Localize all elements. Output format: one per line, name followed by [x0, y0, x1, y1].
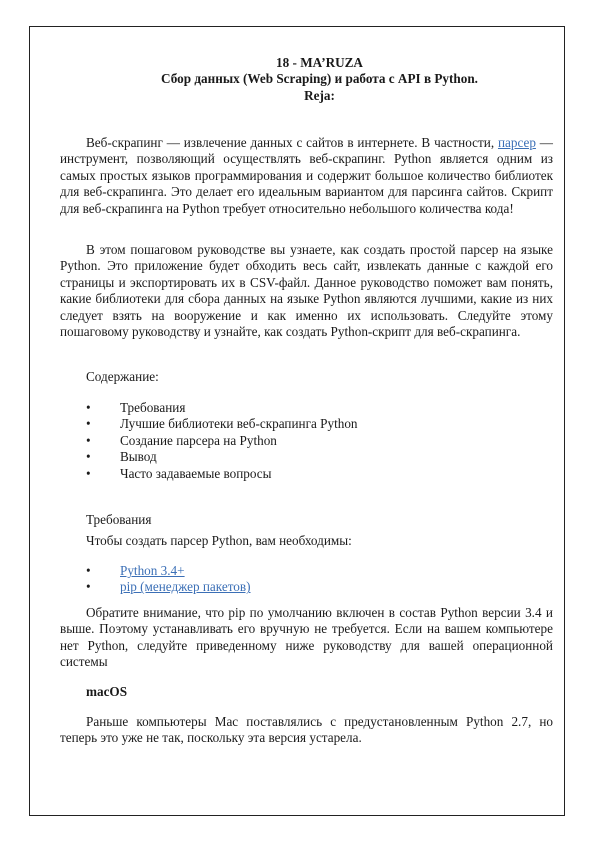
intro-paragraph — [60, 135, 553, 217]
intro-text-1: Веб-скрапинг — извлечение данных с сайтов в интернете. В частности, — [86, 135, 498, 150]
guide-paragraph: В этом пошаговом руководстве вы узнаете, как создать простой парсер на языке Python. Это приложение будет обходить весь сайт, извлекать данные с каждой его страницы и экспортировать их в CSV-файл. Данное руководство поможет вам понять, какие библиотеки для сбора данных на языке Python являются лучшими, какие из них следует взять на вооружение и как именно их использовать. Следуйте этому пошаговому руководству и узнайте, как создать Python-скрипт для веб-скрапинга. — [60, 242, 553, 340]
toc-item: • Часто задаваемые вопросы — [86, 465, 272, 481]
bullet-icon: • — [86, 465, 91, 481]
bullet-icon: • — [86, 449, 91, 465]
toc-label: Содержание: — [86, 369, 159, 384]
bullet-icon: • — [86, 579, 91, 595]
toc-item: • Создание парсера на Python — [86, 432, 277, 448]
bullet-icon: • — [86, 416, 91, 432]
macos-paragraph: Раньше компьютеры Mac поставлялись с предустановленным Python 2.7, но теперь это уже не так, поскольку эта версия устарела. — [60, 714, 553, 746]
page-title: Сбор данных (Web Scraping) и работа с API в Python. — [161, 71, 478, 87]
bullet-icon: • — [86, 563, 91, 578]
pip-link[interactable]: pip (менеджер пакетов) — [120, 579, 251, 595]
toc-item: • Лучшие библиотеки веб-скрапинга Python — [86, 416, 358, 432]
parser-link[interactable]: парсер — [497, 135, 536, 150]
requirements-text: Чтобы создать парсер Python, вам необходимы: — [86, 533, 352, 548]
requirements-heading: Требования — [86, 512, 152, 527]
python-link[interactable]: Python 3.4+ — [120, 563, 185, 578]
requirements-list — [86, 563, 251, 596]
lecture-number: 18 - MA’RUZA — [276, 55, 363, 70]
bullet-icon: • — [86, 432, 91, 448]
pip-note-paragraph: Обратите внимание, что pip по умолчанию включен в состав Python версии 3.4 и выше. Поэтому устанавливать его вручную не требуется. Если на вашем компьютере нет Python, следуйте приведенному ниже руководству для вашей операционной системы — [60, 605, 553, 670]
toc-list — [86, 400, 358, 482]
bullet-icon: • — [86, 400, 91, 415]
requirement-item — [86, 579, 251, 595]
requirement-item — [86, 563, 251, 579]
intro-text-2: —инструмент, позволяющий осуществлять веб-скрапинг. Python является одним из самых простых языков программирования и содержит большое количество библиотек для веб-скрапинга. Это делает его идеальным вариантом для парсинга сайтов. Скрипт для веб-скрапинга на Python требует относительно небольшого количества кода! — [60, 135, 553, 216]
toc-item: • Требования — [86, 400, 186, 415]
plan-label: Reja: — [304, 87, 335, 103]
document-header — [86, 55, 553, 104]
macos-heading: macOS — [86, 684, 128, 699]
toc-item: • Вывод — [86, 449, 157, 465]
